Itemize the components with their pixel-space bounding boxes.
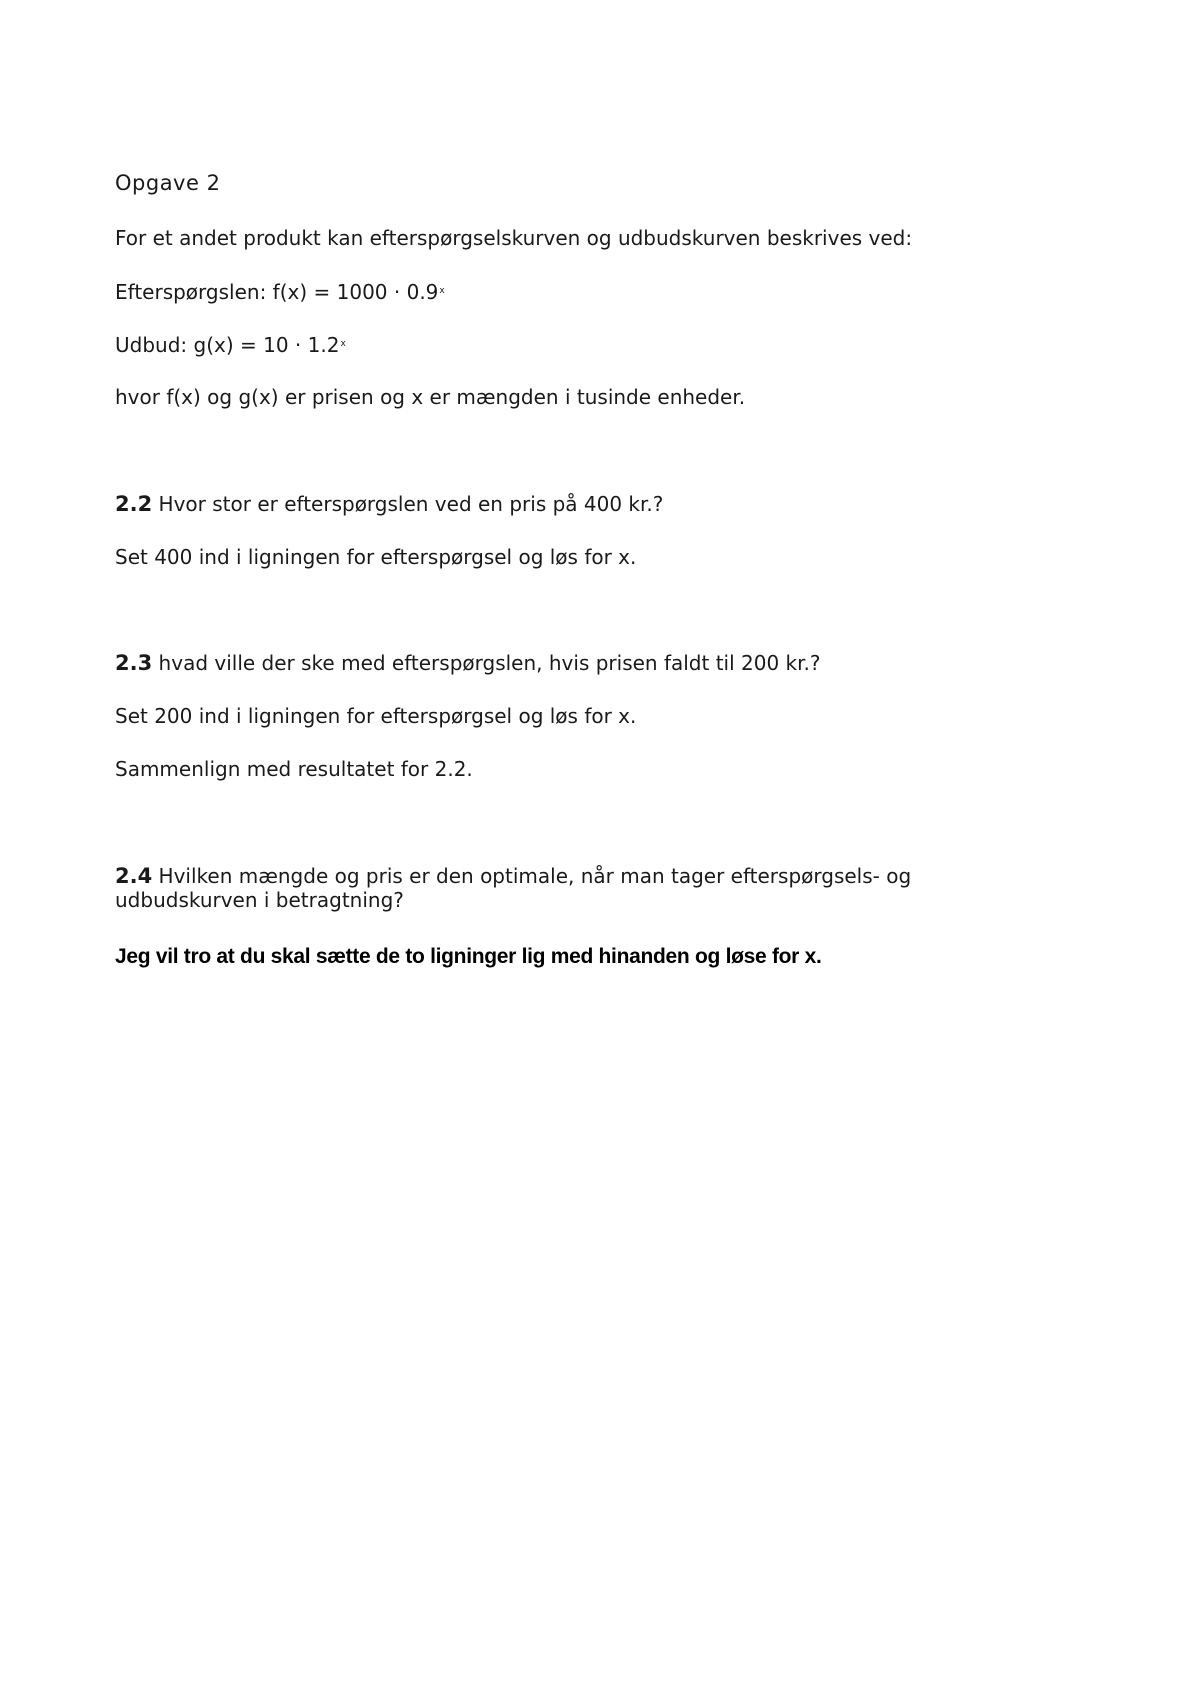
question-2-3-hint-1: Set 200 ind i ligningen for efterspørgsel og løs for x. [115,704,637,728]
page-title: Opgave 2 [115,171,221,195]
question-2-2 [115,492,663,517]
demand-equation [115,279,445,305]
supply-exponent: x [340,339,346,349]
question-2-3-text: hvad ville der ske med efterspørgslen, hvis prisen faldt til 200 kr.? [152,651,821,675]
question-2-3 [115,651,820,676]
question-2-4-number: 2.4 [115,864,153,888]
question-2-2-number: 2.2 [115,492,153,516]
supply-equation [115,332,346,358]
question-2-2-text: Hvor stor er efterspørgslen ved en pris på 400 kr.? [152,492,664,516]
explanation-text: hvor f(x) og g(x) er prisen og x er mængden i tusinde enheder. [115,385,746,409]
demand-equation-text: Efterspørgslen: f(x) = 1000 · 0.9 [115,280,439,304]
demand-exponent: x [439,286,445,296]
question-2-2-hint: Set 400 ind i ligningen for efterspørgsel og løs for x. [115,545,637,569]
supply-equation-text: Udbud: g(x) = 10 · 1.2 [115,333,340,357]
intro-text: For et andet produkt kan efterspørgselskurven og udbudskurven beskrives ved: [115,226,913,250]
question-2-4 [115,864,911,889]
question-2-4-text-line-1: Hvilken mængde og pris er den optimale, når man tager efterspørgsels- og [152,864,912,888]
question-2-3-number: 2.3 [115,651,153,675]
answer-note: Jeg vil tro at du skal sætte de to ligninger lig med hinanden og løse for x. [115,945,822,968]
question-2-4-text-line-2: udbudskurven i betragtning? [115,888,404,912]
question-2-3-hint-2: Sammenlign med resultatet for 2.2. [115,757,473,781]
